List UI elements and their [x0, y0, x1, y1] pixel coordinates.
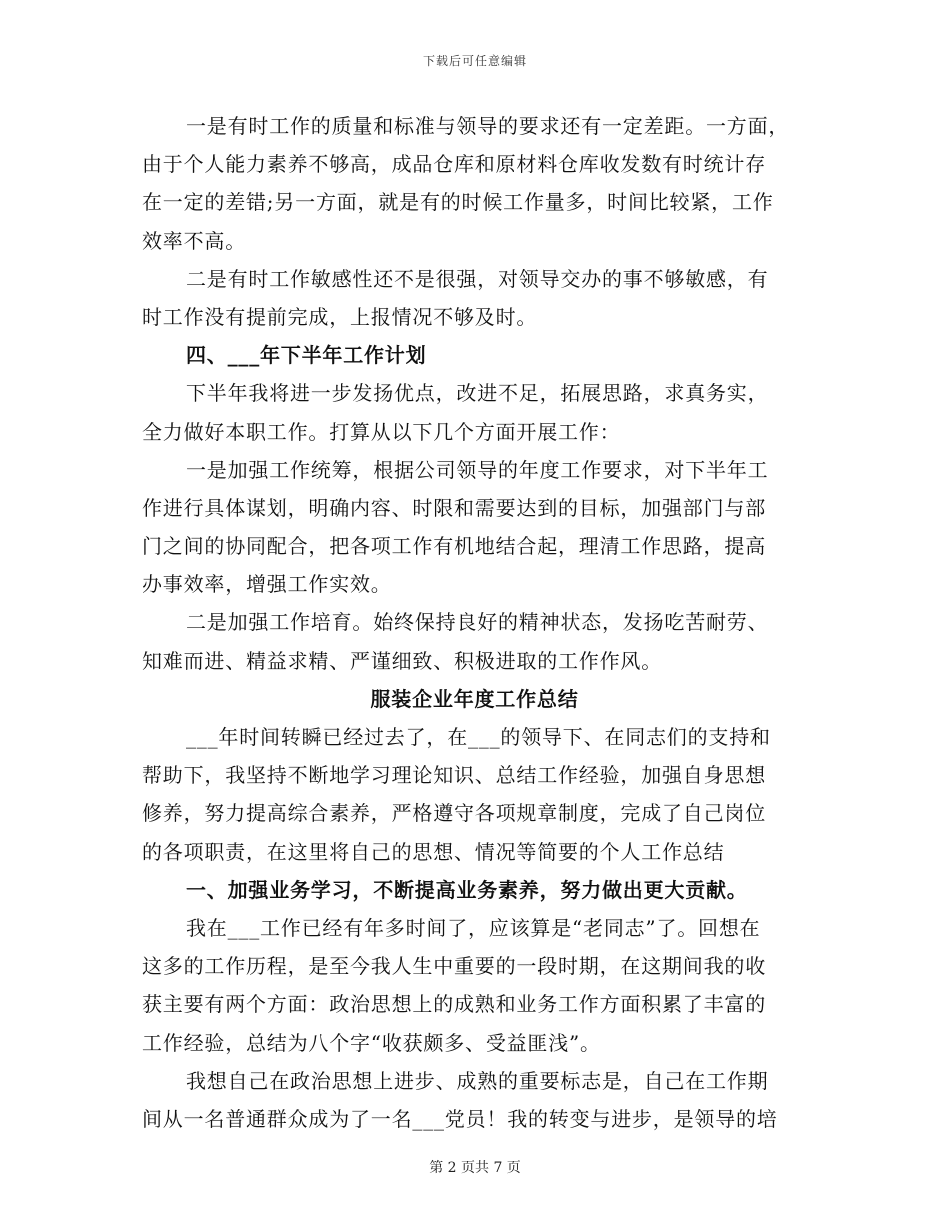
- text-line: 帮助下，我坚持不断地学习理论知识、总结工作经验，加强自身思想: [142, 763, 766, 788]
- text-line: 在一定的差错;另一方面，就是有的时候工作量多，时间比较紧，工作: [142, 190, 774, 215]
- text-line: 我在___工作已经有年多时间了，应该算是“老同志”了。回想在: [186, 915, 761, 940]
- text-line: 时工作没有提前完成，上报情况不够及时。: [142, 304, 538, 329]
- text-line: 效率不高。: [142, 228, 246, 253]
- text-line: 二是加强工作培育。始终保持良好的精神状态，发扬吃苦耐劳、: [186, 610, 769, 635]
- document-body: [142, 107, 807, 1138]
- text-line: 的各项职责，在这里将自己的思想、情况等简要的个人工作总结: [142, 839, 725, 864]
- text-line: 下半年我将进一步发扬优点，改进不足，拓展思路，求真务实，: [186, 381, 769, 406]
- text-line: 知难而进、精益求精、严谨细致、积极进取的工作作风。: [142, 648, 662, 673]
- text-line: 门之间的协同配合，把各项工作有机地结合起，理清工作思路，提高: [142, 534, 766, 559]
- section-title: 服装企业年度工作总结: [370, 686, 579, 711]
- section-heading: 四、___年下半年工作计划: [186, 343, 427, 368]
- text-line: 全力做好本职工作。打算从以下几个方面开展工作：: [142, 419, 621, 444]
- text-line: 由于个人能力素养不够高，成品仓库和原材料仓库收发数有时统计存: [142, 152, 766, 177]
- page-header: 下载后可任意编辑: [422, 54, 527, 68]
- text-line: 工作经验，总结为八个字“收获颇多、受益匪浅”。: [142, 1030, 601, 1055]
- text-line: 作进行具体谋划，明确内容、时限和需要达到的目标，加强部门与部: [142, 495, 766, 520]
- text-line: 办事效率，增强工作实效。: [142, 572, 392, 597]
- text-line: 这多的工作历程，是至今我人生中重要的一段时期，在这期间我的收: [142, 954, 766, 979]
- text-line: 间从一名普通群众成为了一名___党员！我的转变与进步，是领导的培: [142, 1106, 778, 1131]
- text-line: 我想自己在政治思想上进步、成熟的重要标志是，自己在工作期: [186, 1068, 769, 1093]
- text-line: 一是有时工作的质量和标准与领导的要求还有一定差距。一方面，: [186, 114, 790, 138]
- page-footer: 第 2 页共 7 页: [429, 1160, 521, 1176]
- text-line: ___年时间转瞬已经过去了，在___的领导下、在同志们的支持和: [186, 725, 771, 749]
- text-line: 修养，努力提高综合素养，严格遵守各项规章制度，完成了自己岗位: [142, 801, 766, 826]
- section-heading: 一、加强业务学习，不断提高业务素养，努力做出更大贡献。: [186, 877, 748, 902]
- text-line: 获主要有两个方面：政治思想上的成熟和业务工作方面积累了丰富的: [142, 992, 766, 1017]
- text-line: 一是加强工作统筹，根据公司领导的年度工作要求，对下半年工: [186, 457, 769, 482]
- text-line: 二是有时工作敏感性还不是很强，对领导交办的事不够敏感，有: [186, 266, 769, 291]
